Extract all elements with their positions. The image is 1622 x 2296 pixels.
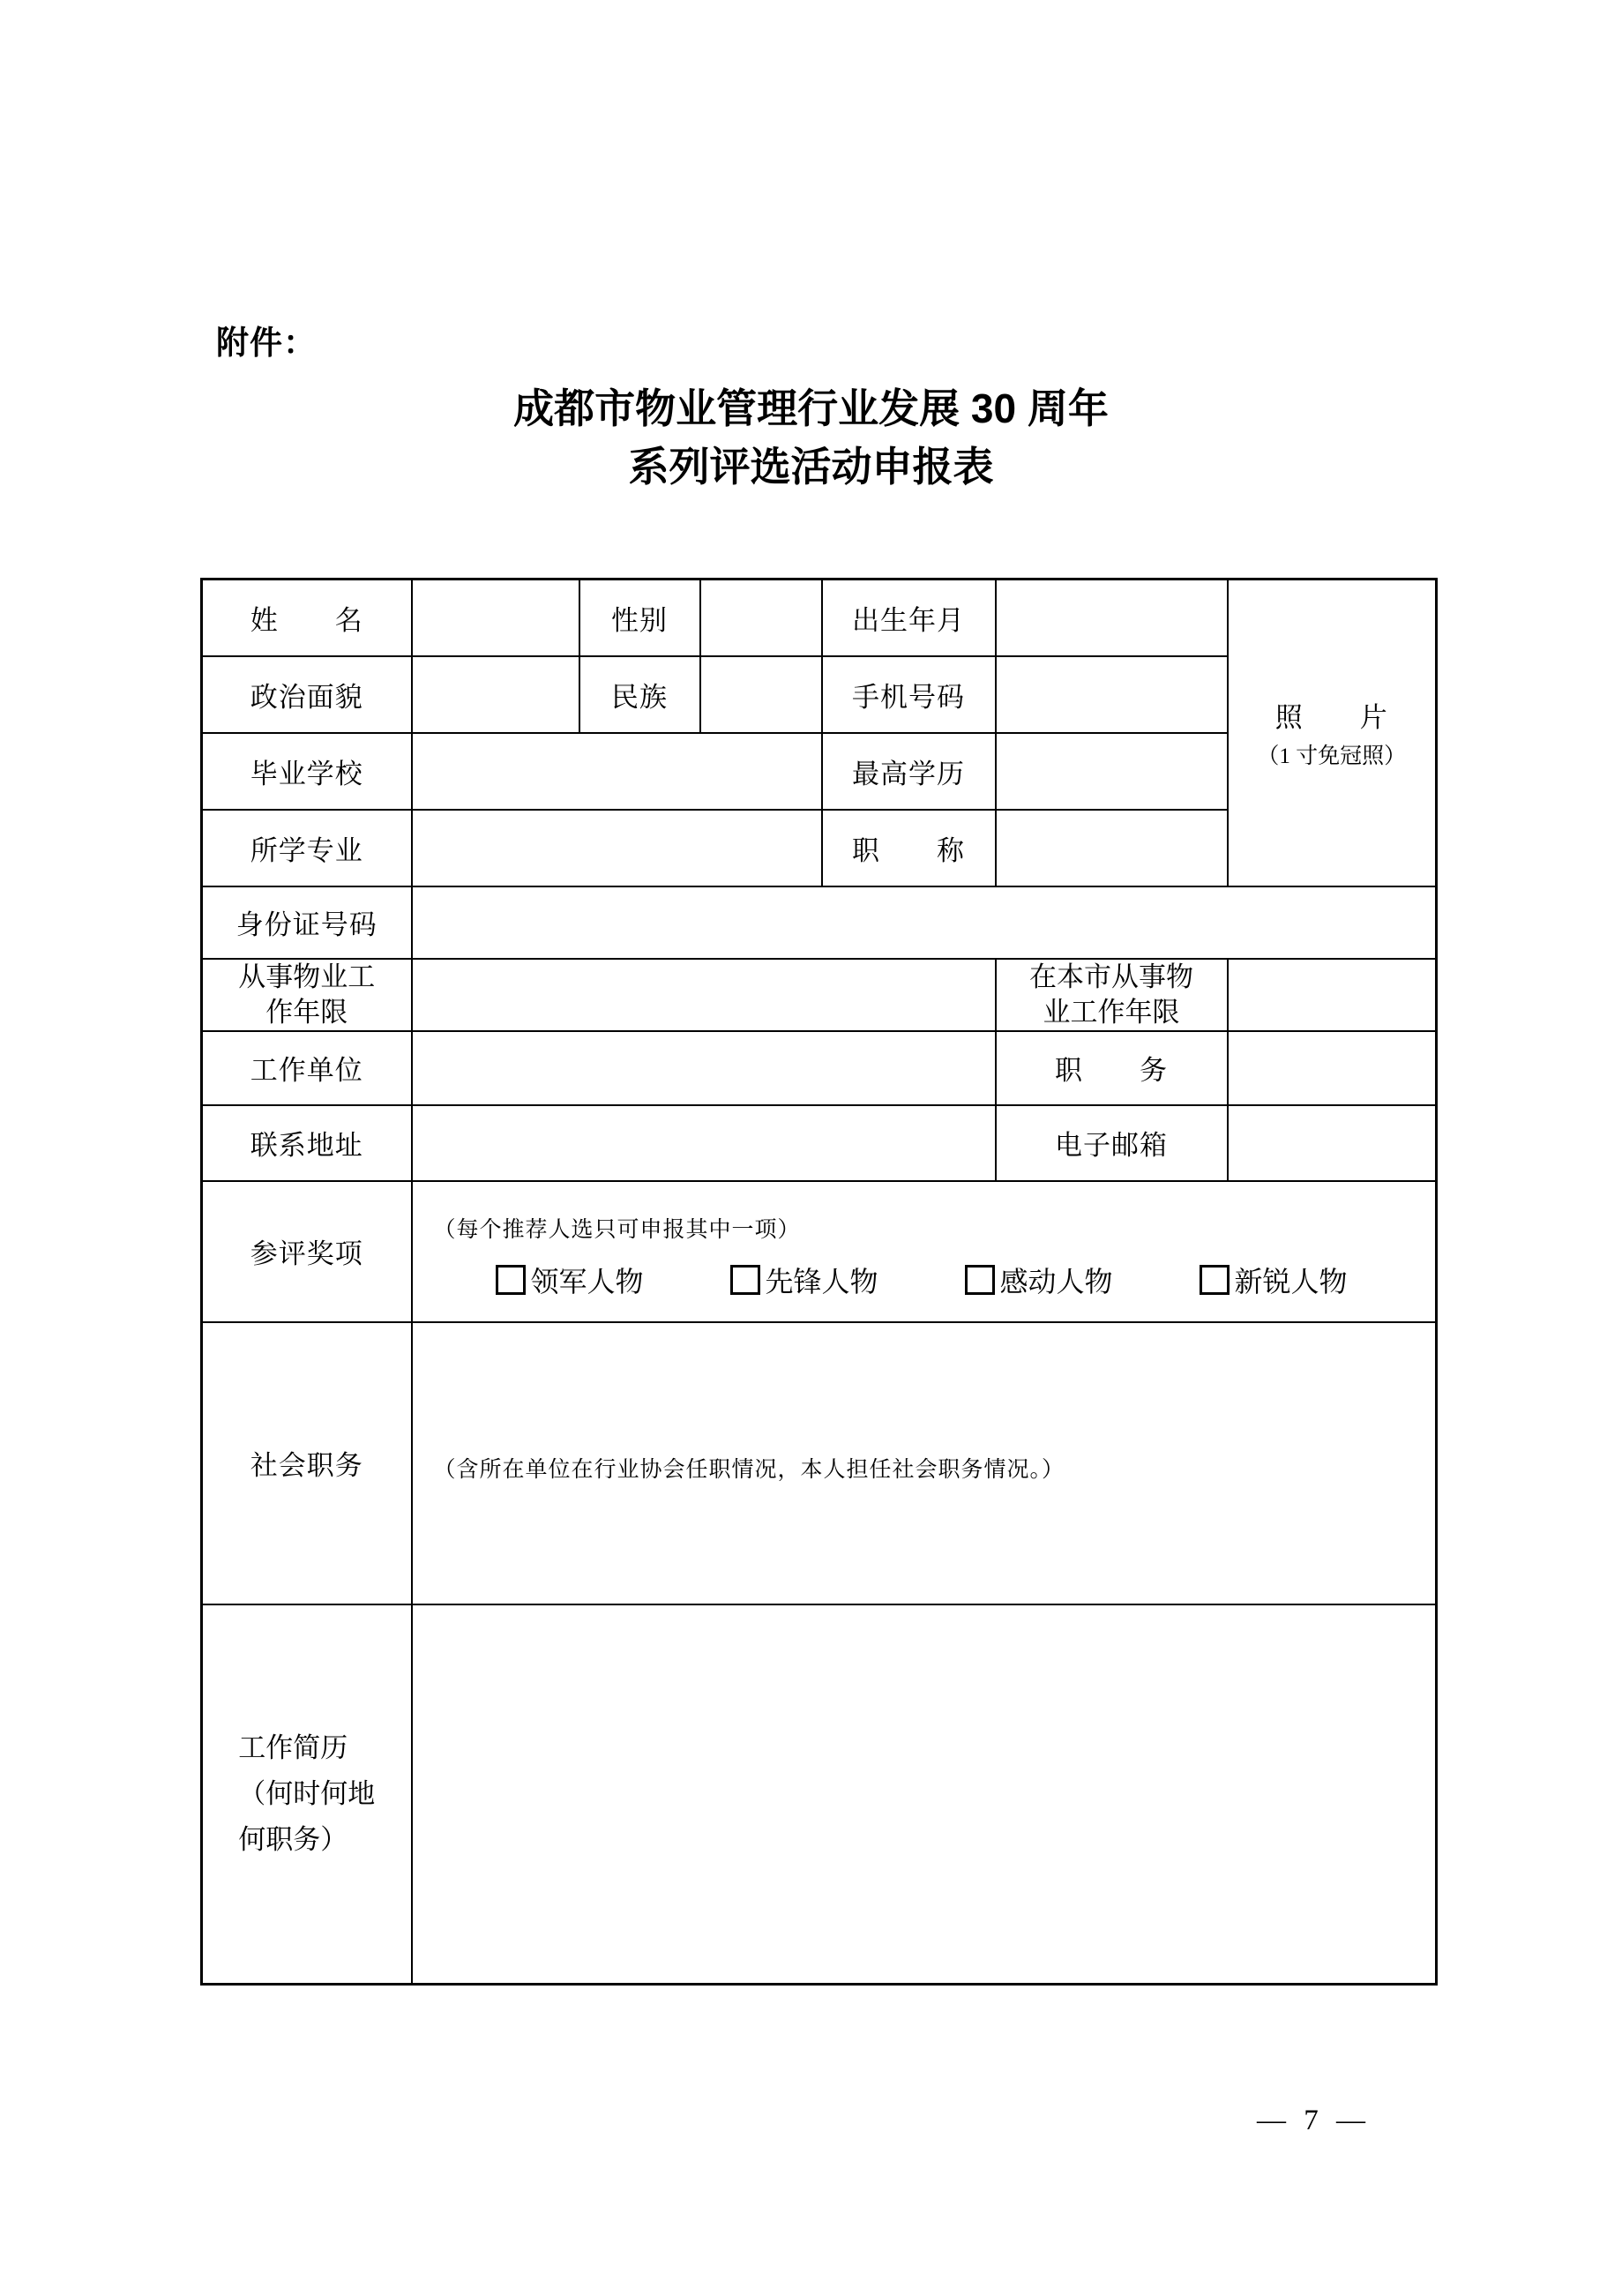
school-value-cell[interactable]: [412, 733, 822, 810]
mobile-label-cell: 手机号码: [822, 656, 996, 733]
form-title-line1: 成都市物业管理行业发展 30 周年: [513, 385, 1109, 431]
major-label-cell: 所学专业: [202, 810, 412, 886]
years-label-cell: [202, 959, 412, 1031]
award-content-cell: [412, 1181, 1437, 1322]
years-label-line2: 作年限: [265, 996, 348, 1028]
form-title-line2: 系列评选活动申报表: [628, 444, 994, 490]
political-label-cell: 政治面貌: [202, 656, 412, 733]
address-value-cell[interactable]: [412, 1105, 996, 1181]
political-value-cell[interactable]: [412, 656, 579, 733]
table-row: [202, 1031, 1437, 1105]
photo-cell[interactable]: [1228, 580, 1437, 886]
award-label-cell: 参评奖项: [202, 1181, 412, 1322]
resume-label-line1: 工作简历: [238, 1731, 348, 1763]
gender-value-cell[interactable]: [700, 580, 822, 656]
resume-value-cell[interactable]: [412, 1604, 1437, 1985]
social-content-cell[interactable]: [412, 1322, 1437, 1604]
form-title: [0, 379, 1622, 496]
checkbox-award-option-2[interactable]: [730, 1260, 878, 1300]
table-row: [202, 1604, 1437, 1985]
checkbox-icon: [496, 1265, 526, 1295]
ethnicity-label-cell: 民族: [579, 656, 700, 733]
checkbox-icon: [1200, 1265, 1230, 1295]
checkbox-award-option-3[interactable]: [965, 1260, 1113, 1300]
city-years-label-line2: 业工作年限: [1043, 996, 1180, 1028]
gender-label-cell: 性别: [579, 580, 700, 656]
award-option-label: 新锐人物: [1234, 1265, 1348, 1298]
award-note: （每个推荐人选只可申报其中一项）: [433, 1217, 801, 1242]
education-label-cell: 最高学历: [822, 733, 996, 810]
email-label-cell: 电子邮箱: [996, 1105, 1228, 1181]
table-row: [202, 1181, 1437, 1322]
position-value-cell[interactable]: [1228, 1031, 1437, 1105]
award-option-label: 领军人物: [530, 1265, 644, 1298]
id-label-cell: 身份证号码: [202, 886, 412, 959]
years-value-cell[interactable]: [412, 959, 996, 1031]
address-label-cell: 联系地址: [202, 1105, 412, 1181]
birth-label-cell: 出生年月: [822, 580, 996, 656]
birth-value-cell[interactable]: [996, 580, 1228, 656]
employer-value-cell[interactable]: [412, 1031, 996, 1105]
school-label-cell: 毕业学校: [202, 733, 412, 810]
id-value-cell[interactable]: [412, 886, 1437, 959]
resume-label-cell: [202, 1604, 412, 1985]
employer-label-cell: 工作单位: [202, 1031, 412, 1105]
social-note: （含所在单位在行业协会任职情况，本人担任社会职务情况。）: [433, 1457, 1065, 1482]
table-row: [202, 1105, 1437, 1181]
award-option-label: 感动人物: [999, 1265, 1113, 1298]
city-years-label-line1: 在本市从事物: [1029, 961, 1193, 992]
checkbox-award-option-4[interactable]: [1200, 1260, 1348, 1300]
years-label-line1: 从事物业工: [238, 961, 376, 992]
award-options: [496, 1260, 1431, 1300]
award-option-label: 先锋人物: [765, 1265, 878, 1298]
application-form-table: [200, 578, 1438, 1986]
prof-title-label-cell: 职 称: [822, 810, 996, 886]
table-row: [202, 1322, 1437, 1604]
checkbox-icon: [730, 1265, 760, 1295]
table-row: [202, 580, 1437, 656]
email-value-cell[interactable]: [1228, 1105, 1437, 1181]
resume-label-line3: 何职务）: [238, 1823, 348, 1855]
major-value-cell[interactable]: [412, 810, 822, 886]
ethnicity-value-cell[interactable]: [700, 656, 822, 733]
page-number: — 7 —: [1257, 2105, 1371, 2136]
photo-note: （1 寸免冠照）: [1257, 744, 1407, 769]
table-row: [202, 959, 1437, 1031]
mobile-value-cell[interactable]: [996, 656, 1228, 733]
social-label-cell: 社会职务: [202, 1322, 412, 1604]
name-value-cell[interactable]: [412, 580, 579, 656]
city-years-value-cell[interactable]: [1228, 959, 1437, 1031]
checkbox-award-option-1[interactable]: [496, 1260, 644, 1300]
name-label-cell: 姓 名: [202, 580, 412, 656]
attachment-label: 附件：: [216, 325, 317, 361]
position-label-cell: 职 务: [996, 1031, 1228, 1105]
resume-label-line2: （何时何地: [238, 1777, 376, 1809]
table-row: [202, 886, 1437, 959]
checkbox-icon: [965, 1265, 995, 1295]
education-value-cell[interactable]: [996, 733, 1228, 810]
prof-title-value-cell[interactable]: [996, 810, 1228, 886]
city-years-label-cell: [996, 959, 1228, 1031]
photo-label: 照 片: [1274, 702, 1388, 734]
